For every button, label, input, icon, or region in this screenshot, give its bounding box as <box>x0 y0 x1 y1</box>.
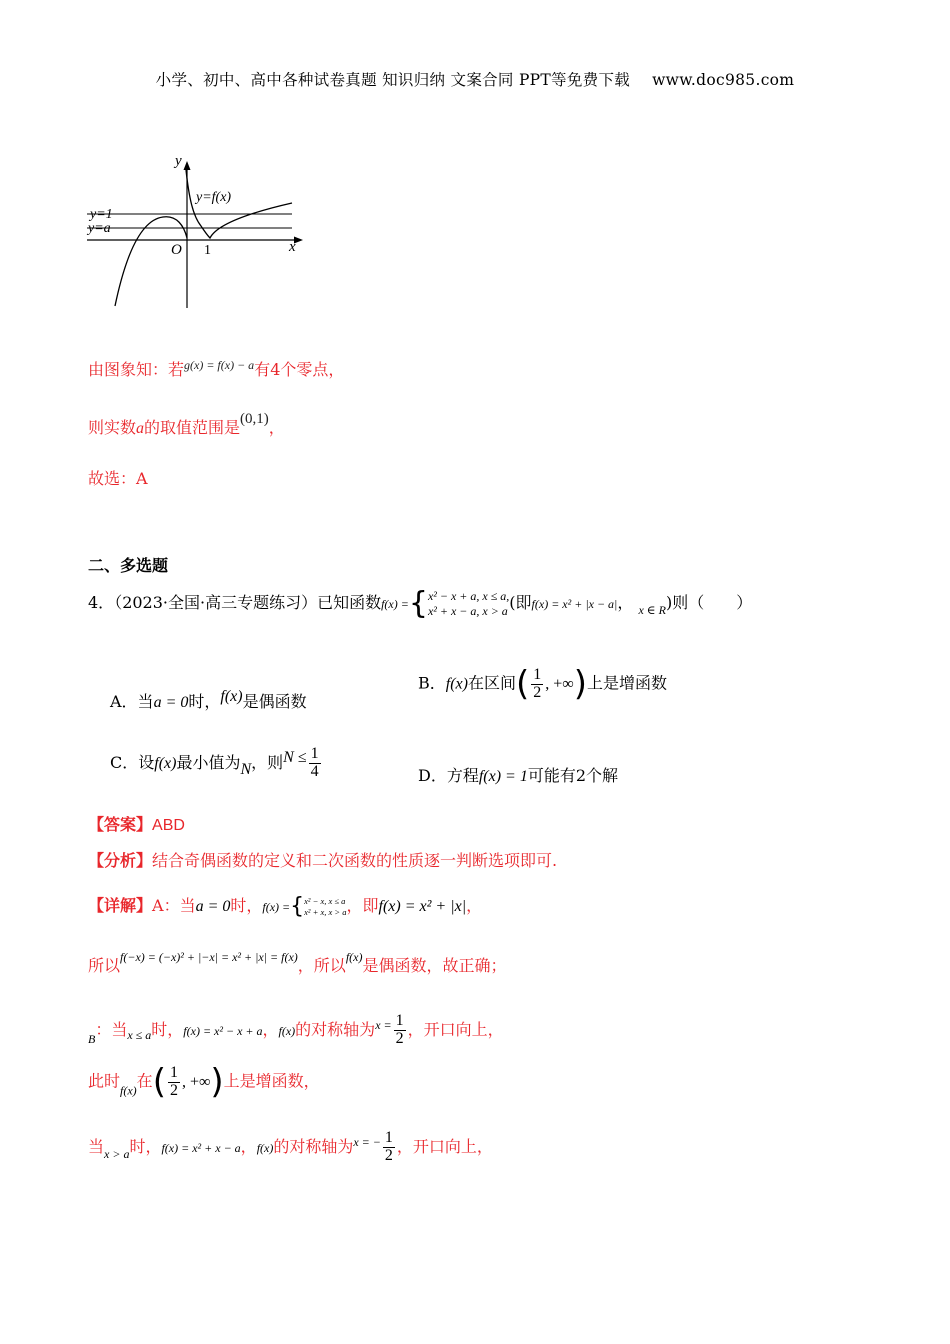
detail-l2-b: ，所以 <box>297 956 346 975</box>
question-number: 4． <box>88 593 115 612</box>
detail-line-b <box>88 1013 504 1048</box>
detail-b-axis: 的对称轴为 <box>295 1019 376 1039</box>
detail-d-sep: ， <box>240 1136 257 1156</box>
conclusion-line-2 <box>88 411 285 438</box>
detail-c-end: 上是增函数， <box>223 1071 320 1091</box>
detail-a-then: ，即 <box>346 896 379 915</box>
option-b-num: 1 <box>533 665 542 683</box>
option-b-f: f(x) <box>445 675 468 693</box>
detail-d-when: 时， <box>129 1136 162 1156</box>
detail-l2-c: 是偶函数，故正确； <box>362 956 507 975</box>
detail-a-cases <box>304 896 346 917</box>
detail-b-f: f(x) <box>278 1023 296 1038</box>
option-c-text: 最小值为 <box>176 752 241 772</box>
y-axis-label: y <box>175 153 182 169</box>
option-d[interactable] <box>418 763 618 786</box>
question-case-2: x² + x − a, x > a <box>427 603 508 618</box>
detail-c-fraction <box>168 1065 180 1100</box>
detail-c-a: 此时 <box>88 1071 121 1091</box>
x-axis-label: x <box>289 239 296 255</box>
option-a-text: 时， <box>188 692 221 711</box>
detail-l2-f: f(x) <box>345 950 363 964</box>
detail-d-den: 2 <box>384 1146 393 1164</box>
line1-label: y=1 <box>90 207 113 222</box>
option-b-text: 在区间 <box>467 673 516 693</box>
detail-l2-math: f(−x) = (−x)² + |−x| = x² + |x| = f(x) <box>120 950 298 964</box>
answer-value: ABD <box>152 817 185 834</box>
analysis-line <box>88 848 557 871</box>
detail-d-f: f(x) <box>256 1140 274 1155</box>
option-b[interactable]: B．f(x)在区间( $\frac{1}{2}$ , +∞)上是增函数 <box>418 664 667 704</box>
question-cases <box>428 589 509 619</box>
detail-d-num: 1 <box>384 1129 393 1146</box>
detail-d-x: x = − <box>353 1134 381 1149</box>
option-b-inf: , +∞ <box>545 675 574 693</box>
detail-line-a: 【详解】A：当a = 0时，f(x) ={ x² − x, x ≤ a x² + x, x > a ，即f(x) = x² + |x|， <box>88 894 483 919</box>
conclusion-text-d: 的取值范围是 <box>144 418 241 437</box>
detail-a-eq: f(x) = x² + |x| <box>378 898 467 915</box>
origin-label: O <box>171 242 182 258</box>
conclusion-text-c: 则实数 <box>88 418 137 437</box>
question-note-math: f(x) = x² + |x − a| <box>531 597 618 611</box>
detail-d-a: 当 <box>88 1136 105 1156</box>
detail-c-inf: , +∞ <box>181 1073 211 1091</box>
header-site: www.doc985.com <box>652 71 795 89</box>
option-c-then: ，则 <box>251 752 284 772</box>
detail-c-num: 1 <box>169 1063 178 1081</box>
option-b-fraction <box>531 667 543 702</box>
option-d-end: 可能有2个解 <box>527 766 619 785</box>
conclusion-line-1 <box>88 357 344 380</box>
detail-b-x: x = <box>375 1017 392 1032</box>
detail-b-fraction <box>394 1013 406 1048</box>
detail-b-colon: ：当 <box>95 1019 128 1039</box>
detail-b-eq: f(x) = x² − x + a <box>183 1023 263 1038</box>
conclusion-var-a: a <box>136 420 145 437</box>
option-c[interactable] <box>110 746 323 781</box>
option-d-label: D．方程 <box>418 766 479 785</box>
conclusion-text-b: 有4个零点， <box>254 360 345 379</box>
option-b-end: 上是增函数 <box>586 673 667 693</box>
question-note-open: (即 <box>509 593 532 612</box>
question-domain: x ∈ R <box>638 603 666 617</box>
conclusion-comma: ， <box>268 418 285 437</box>
option-a-math: a = 0 <box>153 694 189 711</box>
question-func: f(x) = <box>381 597 409 611</box>
detail-tag: 【详解】 <box>88 896 153 915</box>
conclusion-interval: (0,1) <box>240 411 269 427</box>
option-a[interactable] <box>110 688 307 712</box>
option-c-fraction <box>309 746 321 781</box>
detail-a-func: f(x) = <box>262 900 291 914</box>
detail-a-text: 时， <box>230 896 263 915</box>
option-b-label: B． <box>418 673 446 693</box>
detail-d-eq: f(x) = x² + x − a <box>161 1140 241 1155</box>
option-a-label: A．当 <box>110 692 154 711</box>
conclusion-text-a: 由图象知：若 <box>88 360 185 379</box>
question-tail: )则（ ） <box>666 593 753 612</box>
page-header <box>0 68 950 90</box>
tick-one-label: 1 <box>204 243 211 258</box>
detail-b-end: ，开口向上， <box>407 1019 504 1039</box>
detail-a-math: a = 0 <box>195 898 231 915</box>
option-b-den: 2 <box>533 683 542 701</box>
option-c-n: N <box>240 760 252 778</box>
conclusion-line-3: 故选：A <box>88 469 148 488</box>
detail-b-when: 时， <box>151 1019 184 1039</box>
detail-b-cond: x ≤ a <box>127 1027 152 1042</box>
detail-b-sep: ， <box>262 1019 279 1039</box>
option-c-label: C．设 <box>110 752 155 772</box>
detail-a-case-2: x² + x, x > a <box>304 906 347 917</box>
detail-d-cond: x > a <box>104 1146 130 1161</box>
question-case-1: x² − x + a, x ≤ a, <box>427 588 510 603</box>
detail-a-label: A：当 <box>152 896 196 915</box>
detail-b-label: B <box>88 1031 96 1046</box>
section-title: 二、多选题 <box>88 556 169 575</box>
answer-tag: 【答案】 <box>88 815 153 834</box>
detail-l2-a: 所以 <box>88 956 121 975</box>
question-source: （2023·全国·高三专题练习）已知函数 <box>114 593 382 612</box>
detail-line-c: 此时$_{f(x)}$在( $\frac{1}{2}$ , +∞)上是增函数， <box>88 1062 320 1102</box>
detail-a-case-1: x² − x, x ≤ a <box>304 895 346 906</box>
function-graph <box>85 148 310 313</box>
curve-left <box>115 217 187 306</box>
detail-d-end: ，开口向上， <box>396 1136 493 1156</box>
detail-c-in: 在 <box>136 1071 153 1091</box>
answer-line <box>88 812 185 835</box>
detail-b-num: 1 <box>395 1012 404 1029</box>
detail-c-f: f(x) <box>120 1083 137 1098</box>
option-c-den: 4 <box>310 762 319 780</box>
analysis-tag: 【分析】 <box>88 851 153 870</box>
detail-d-fraction <box>383 1130 395 1165</box>
y-axis-arrow <box>184 161 191 170</box>
line2-label: y=a <box>88 221 111 236</box>
detail-b-den: 2 <box>395 1029 404 1047</box>
analysis-text: 结合奇偶函数的定义和二次函数的性质逐一判断选项即可. <box>152 851 558 870</box>
detail-line-2 <box>88 950 506 976</box>
option-a-f: f(x) <box>220 688 243 705</box>
header-text: 小学、初中、高中各种试卷真题 知识归纳 文案合同 PPT等免费下载 <box>155 71 631 89</box>
option-c-f: f(x) <box>154 754 177 772</box>
option-c-num: 1 <box>310 745 319 762</box>
curve-label: y=f(x) <box>196 190 232 205</box>
option-c-math: N ≤ <box>283 748 307 766</box>
option-a-end: 是偶函数 <box>242 692 307 711</box>
question-note-comma: ， <box>617 593 634 612</box>
detail-c-den: 2 <box>169 1081 178 1099</box>
detail-d-axis: 的对称轴为 <box>273 1136 354 1156</box>
conclusion-math-g: g(x) = f(x) − a <box>184 358 255 372</box>
detail-a-end: ， <box>466 896 483 915</box>
question-4-stem: 4．（2023·全国·高三专题练习）已知函数f(x) ={ x² − x + a, x ≤ a, x² + x − a, x > a (即f(x) = x² + |x − a|， $_{x \in R}$)则（ ） <box>88 586 753 621</box>
detail-line-d <box>88 1130 493 1165</box>
option-d-math: f(x) = 1 <box>478 768 528 785</box>
